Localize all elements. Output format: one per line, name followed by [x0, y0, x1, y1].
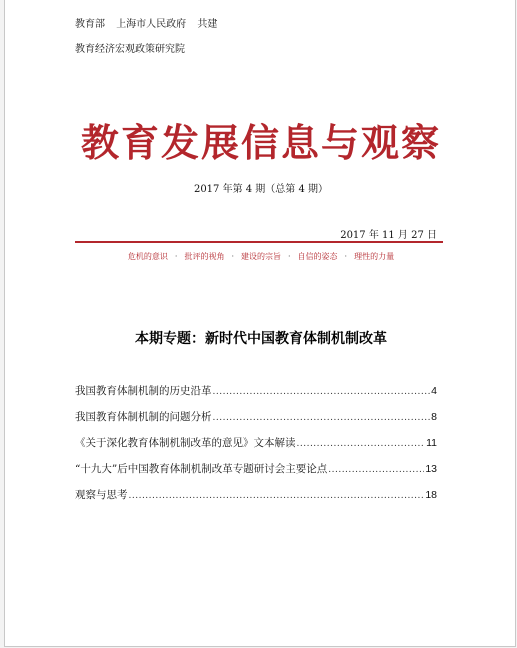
- toc-entry-page: 8: [431, 411, 437, 423]
- publication-date: 2017 年 11 月 27 日: [340, 230, 437, 241]
- toc-leader-dots: [129, 491, 425, 501]
- toc-entry-page: 13: [425, 463, 437, 475]
- issue-topic: 本期专题：新时代中国教育体制机制改革: [135, 331, 387, 347]
- motto-line: [5, 251, 517, 262]
- toc-entry-page: 11: [426, 437, 437, 449]
- toc-entry-title: 我国教育体制机制的问题分析: [75, 411, 212, 423]
- sponsor-joint-label: 共建: [197, 19, 218, 30]
- motto-separator: ·: [288, 252, 291, 261]
- motto-separator: ·: [174, 252, 178, 261]
- motto-item: 建设的宗旨: [241, 252, 281, 261]
- document-page: [4, 0, 516, 647]
- toc-entry[interactable]: [75, 487, 437, 513]
- toc-entry[interactable]: [75, 435, 437, 461]
- toc-entry[interactable]: [75, 383, 437, 409]
- toc-leader-dots: [328, 465, 424, 475]
- institute-name: 教育经济宏观政策研究院: [75, 44, 185, 55]
- toc-entry-title: 《关于深化教育体制机制改革的意见》文本解读: [75, 437, 296, 449]
- toc-entry[interactable]: [75, 461, 437, 487]
- motto-separator: ·: [344, 252, 348, 261]
- header-divider: [75, 241, 443, 243]
- motto-item: 批评的视角: [184, 252, 225, 261]
- table-of-contents: [75, 383, 437, 513]
- toc-entry-page: 4: [431, 385, 437, 397]
- toc-entry-page: 18: [425, 489, 437, 501]
- motto-separator: ·: [231, 252, 234, 261]
- toc-entry-title: “十九大”后中国教育体制机制改革专题研讨会主要论点: [75, 463, 328, 475]
- toc-entry-title: 观察与思考: [75, 489, 128, 501]
- toc-entry[interactable]: [75, 409, 437, 435]
- sponsor-ministry: 教育部: [75, 19, 105, 30]
- motto-item: 危机的意识: [127, 252, 168, 261]
- toc-leader-dots: [297, 439, 426, 449]
- issue-number: 2017 年第 4 期（总第 4 期）: [193, 184, 329, 195]
- toc-leader-dots: [213, 387, 431, 397]
- publication-title: 教育发展信息与观察: [80, 120, 441, 165]
- motto-item: 理性的力量: [354, 252, 395, 261]
- sponsor-line: [75, 15, 225, 30]
- motto-item: 自信的姿态: [297, 252, 338, 261]
- toc-entry-title: 我国教育体制机制的历史沿革: [75, 385, 212, 397]
- sponsor-shanghai-government: 上海市人民政府: [116, 19, 187, 30]
- toc-leader-dots: [213, 413, 431, 423]
